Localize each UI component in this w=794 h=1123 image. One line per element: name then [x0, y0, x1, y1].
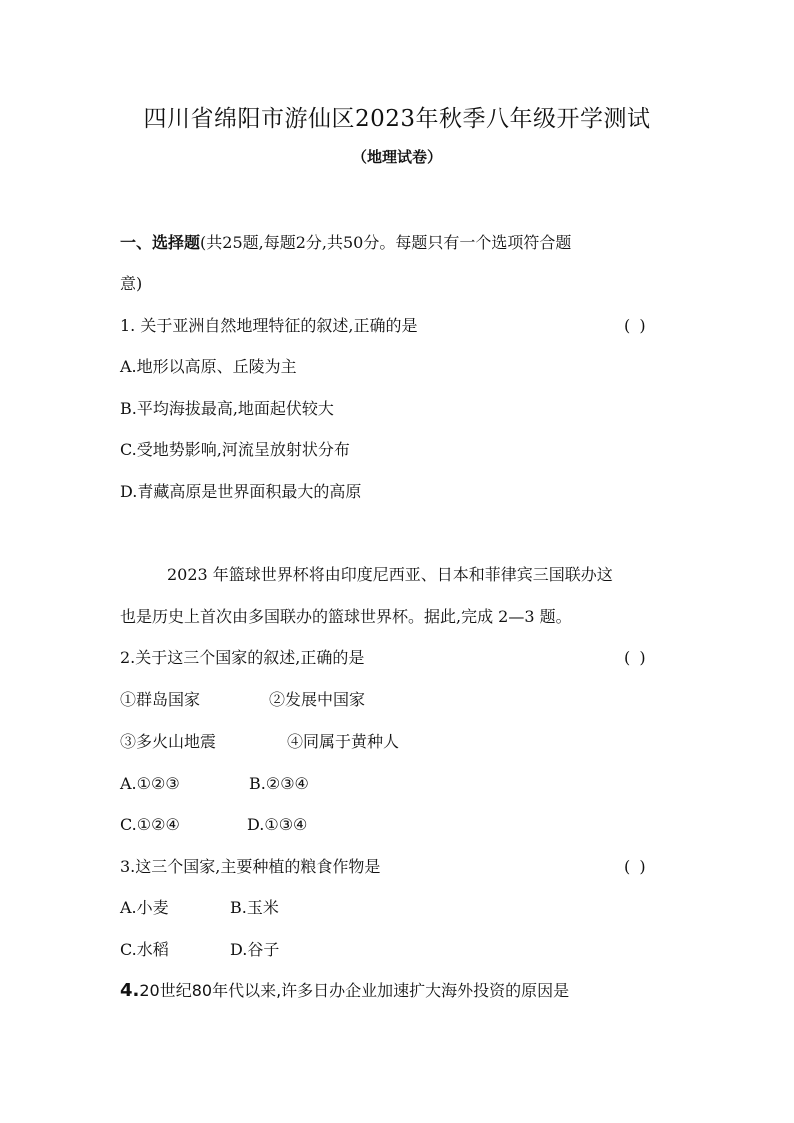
question-3-option-d: D.谷子 — [230, 940, 280, 959]
question-3-option-c: C.水稻 — [120, 940, 169, 959]
question-3-stem: 3.这三个国家,主要种植的粮食作物是 — [120, 857, 381, 876]
question-3-option-b: B.玉米 — [230, 898, 279, 917]
question-1-option-b: B.平均海拔最高,地面起伏较大 — [120, 399, 334, 418]
question-1-option-c: C.受地势影响,河流呈放射状分布 — [120, 440, 350, 459]
question-1-option-d: D.青藏高原是世界面积最大的高原 — [120, 482, 362, 501]
question-2-statement-3: ③多火山地震 — [120, 732, 217, 751]
question-2-answer-blank[interactable]: ( ) — [624, 648, 648, 667]
question-4-number: 4. — [120, 980, 140, 1001]
question-3-answer-blank[interactable]: ( ) — [624, 857, 648, 876]
exam-title: 四川省绵阳市游仙区2023年秋季八年级开学测试 — [143, 106, 651, 132]
question-1-answer-blank[interactable]: ( ) — [624, 316, 648, 335]
section-heading-line — [120, 232, 571, 254]
question-1-stem: 1. 关于亚洲自然地理特征的叙述,正确的是 — [120, 316, 418, 335]
question-2-option-d: D.①③④ — [247, 815, 308, 834]
section-heading: 一、选择题 — [120, 233, 201, 252]
question-3-option-a: A.小麦 — [120, 898, 169, 917]
question-4-line — [120, 980, 569, 1002]
question-2-option-b: B.②③④ — [249, 774, 309, 793]
section-instructions-cont: 意) — [120, 274, 143, 293]
exam-subtitle: （地理试卷） — [351, 148, 442, 166]
question-2-option-c: C.①②④ — [120, 815, 180, 834]
passage-line-1: 2023 年篮球世界杯将由印度尼西亚、日本和菲律宾三国联办这 — [167, 565, 613, 584]
question-2-option-a: A.①②③ — [120, 774, 180, 793]
section-instructions: (共25题,每题2分,共50分。每题只有一个选项符合题 — [200, 233, 572, 252]
question-1-option-a: A.地形以高原、丘陵为主 — [120, 357, 297, 376]
question-2-statement-4: ④同属于黄种人 — [287, 732, 400, 751]
question-2-statement-1: ①群岛国家 — [120, 690, 201, 709]
question-4-stem: 20世纪80年代以来,许多日办企业加速扩大海外投资的原因是 — [139, 981, 570, 1000]
question-2-statement-2: ②发展中国家 — [269, 690, 366, 709]
question-2-stem: 2.关于这三个国家的叙述,正确的是 — [120, 648, 365, 667]
passage-line-2: 也是历史上首次由多国联办的篮球世界杯。据此,完成 2—3 题。 — [120, 607, 572, 626]
